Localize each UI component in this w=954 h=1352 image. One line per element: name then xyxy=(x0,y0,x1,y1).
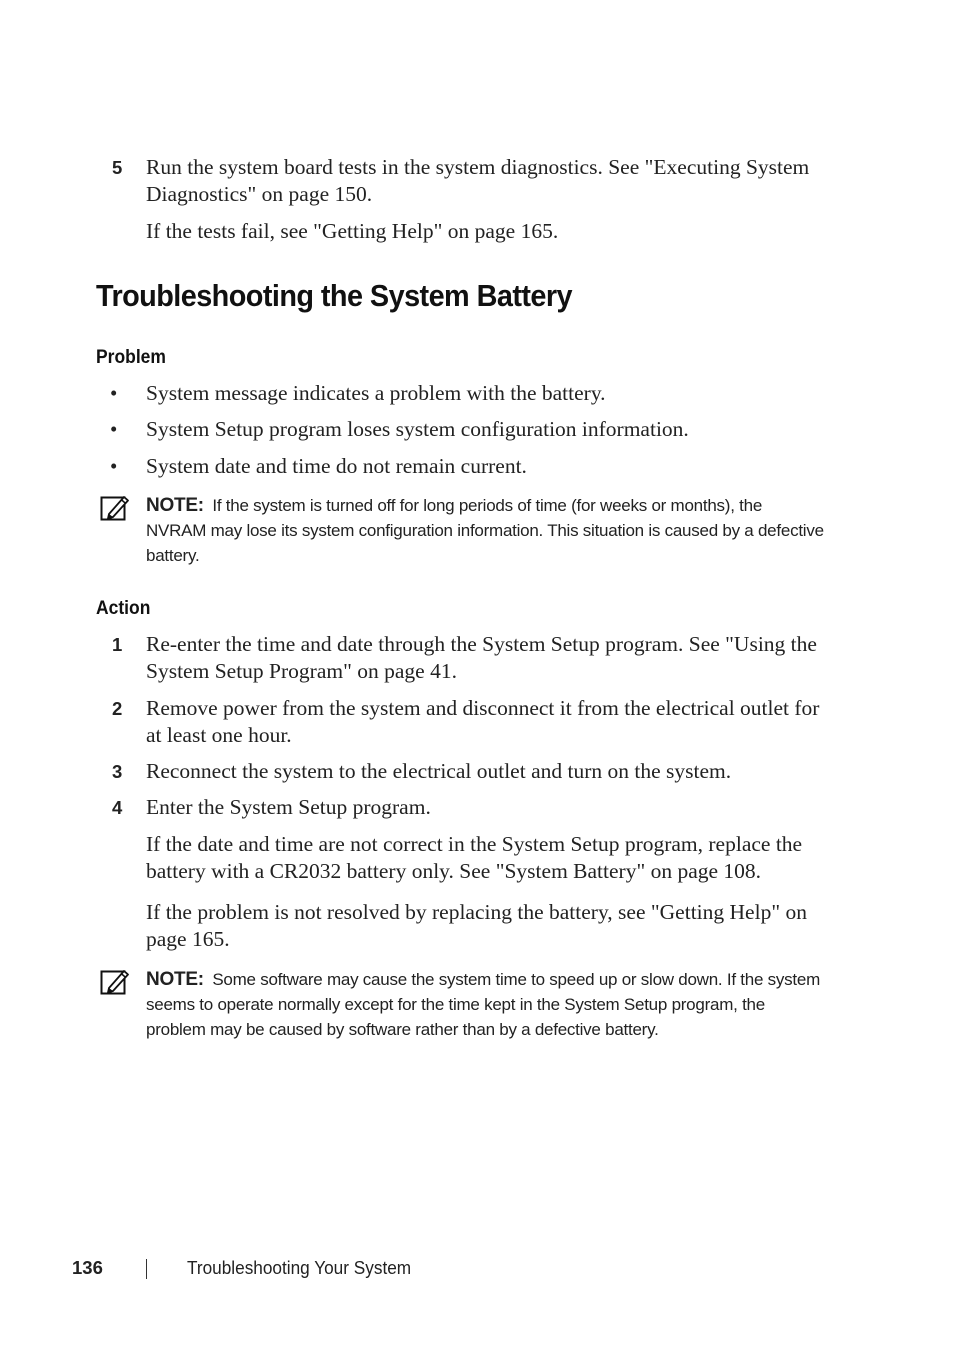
bullet-text: System message indicates a problem with the battery. xyxy=(146,381,606,405)
step-text: Reconnect the system to the electrical outlet and turn on the system. xyxy=(146,759,732,783)
note-pencil-icon xyxy=(100,968,130,996)
step-text: Enter the System Setup program. xyxy=(146,795,431,819)
step-text: Remove power from the system and disconnect it from the electrical outlet for at least one hour. xyxy=(146,696,820,747)
chapter-title: Troubleshooting Your System xyxy=(187,1257,412,1278)
note-text: Some software may cause the system time to speed up or slow down. If the system seems to operate normally except for the time kept in the System Setup program, the problem may be caused by software rather than by a defective battery. xyxy=(146,970,820,1039)
step-followup: If the tests fail, see "Getting Help" on page 165. xyxy=(146,219,559,243)
note-pencil-icon xyxy=(100,494,130,522)
step-number: 1 xyxy=(112,634,123,655)
note-block xyxy=(146,967,826,1042)
note-block xyxy=(146,493,826,568)
bullet-text: System Setup program loses system configuration information. xyxy=(146,417,689,441)
step-number: 5 xyxy=(112,157,123,178)
bullet-glyph: • xyxy=(110,454,118,478)
action-paragraph: If the date and time are not correct in the System Setup program, replace the battery with a CR2032 battery only. See "System Battery" on page 108. xyxy=(146,832,803,883)
bullet-glyph: • xyxy=(110,417,118,441)
footer-divider xyxy=(146,1259,147,1279)
action-paragraph: If the problem is not resolved by replacing the battery, see "Getting Help" on page 165. xyxy=(146,900,807,951)
problem-heading: Problem xyxy=(96,347,166,368)
section-title: Troubleshooting the System Battery xyxy=(96,278,573,313)
note-label: NOTE: xyxy=(146,495,204,516)
step-text: Re-enter the time and date through the System Setup program. See "Using the System Setup Program" on page 41. xyxy=(146,632,817,683)
page-number: 136 xyxy=(72,1257,103,1278)
step-number: 4 xyxy=(112,797,123,818)
action-heading: Action xyxy=(96,598,151,619)
note-label: NOTE: xyxy=(146,969,204,990)
step-number: 3 xyxy=(112,761,123,782)
bullet-text: System date and time do not remain current. xyxy=(146,454,527,478)
note-text: If the system is turned off for long periods of time (for weeks or months), the NVRAM may lose its system configuration information. This situation is caused by a defective battery. xyxy=(146,496,824,565)
step-text: Run the system board tests in the system diagnostics. See "Executing System Diagnostics" on page 150. xyxy=(146,155,810,206)
bullet-glyph: • xyxy=(110,381,118,405)
step-number: 2 xyxy=(112,698,123,719)
